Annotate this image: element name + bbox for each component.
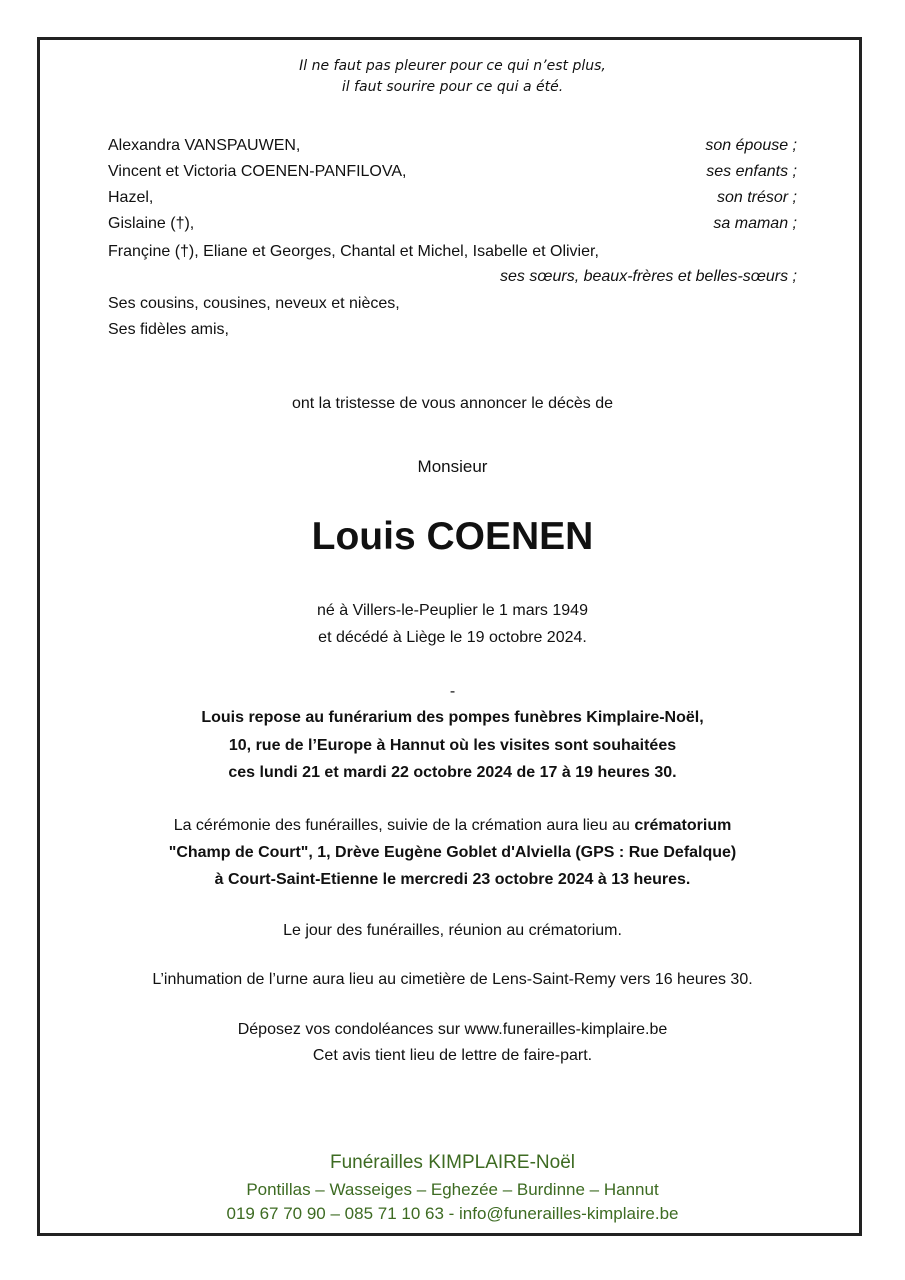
family-role: ses sœurs, beaux-frères et belles-sœurs ; <box>500 268 797 285</box>
deceased-name: Louis COENEN <box>311 515 594 558</box>
repose-line-3: ces lundi 21 et mardi 22 octobre 2024 de 17 à 19 heures 30. <box>228 764 677 781</box>
title-text: Monsieur <box>417 457 488 476</box>
ceremony-line-1 <box>0 817 905 835</box>
family-member: Gislaine (†), <box>108 215 195 232</box>
family-member: Françine (†), Eliane et Georges, Chantal et Michel, Isabelle et Olivier, <box>108 243 599 260</box>
quote-line-1: Il ne faut pas pleurer pour ce qui n’est plus, <box>299 58 606 74</box>
footer-company: Funérailles KIMPLAIRE-Noël <box>330 1152 575 1173</box>
family-member: Hazel, <box>108 189 154 206</box>
family-friends: Ses fidèles amis, <box>108 321 229 338</box>
family-cousins: Ses cousins, cousines, neveux et nièces, <box>108 295 400 312</box>
birth-text: né à Villers-le-Peuplier le 1 mars 1949 <box>317 602 588 619</box>
ceremony-line-2: "Champ de Court", 1, Drève Eugène Goblet d'Alviella (GPS : Rue Defalque) <box>168 844 737 861</box>
announcement-text: ont la tristesse de vous annoncer le décès de <box>291 395 614 412</box>
family-member: Alexandra VANSPAUWEN, <box>108 137 301 154</box>
ceremony-line-3: à Court-Saint-Etienne le mercredi 23 octobre 2024 à 13 heures. <box>214 871 691 888</box>
family-role: son trésor ; <box>716 189 797 206</box>
family-role: ses enfants ; <box>706 163 797 180</box>
ceremony-line-1-text: La cérémonie des funérailles, suivie de la crémation aura lieu au <box>173 817 635 834</box>
repose-line-2: 10, rue de l’Europe à Hannut où les visites sont souhaitées <box>228 737 677 754</box>
quote-line-2: il faut sourire pour ce qui a été. <box>341 79 564 95</box>
separator: - <box>449 683 456 700</box>
footer-contact: 019 67 70 90 – 085 71 10 63 - info@funerailles-kimplaire.be <box>226 1204 679 1223</box>
condolences-text: Déposez vos condoléances sur www.funerailles-kimplaire.be <box>237 1021 668 1038</box>
family-member: Vincent et Victoria COENEN-PANFILOVA, <box>108 163 407 180</box>
notice-text: Cet avis tient lieu de lettre de faire-part. <box>312 1047 593 1064</box>
family-role: son épouse ; <box>705 137 797 154</box>
family-role: sa maman ; <box>713 215 797 232</box>
repose-line-1: Louis repose au funérarium des pompes funèbres Kimplaire-Noël, <box>201 709 704 726</box>
death-text: et décédé à Liège le 19 octobre 2024. <box>318 629 587 646</box>
meeting-text: Le jour des funérailles, réunion au crématorium. <box>283 922 622 939</box>
ceremony-crematorium: crématorium <box>634 817 732 834</box>
inhumation-text: L’inhumation de l’urne aura lieu au cimetière de Lens-Saint-Remy vers 16 heures 30. <box>152 971 753 988</box>
footer-locations: Pontillas – Wasseiges – Eghezée – Burdinne – Hannut <box>246 1180 659 1199</box>
